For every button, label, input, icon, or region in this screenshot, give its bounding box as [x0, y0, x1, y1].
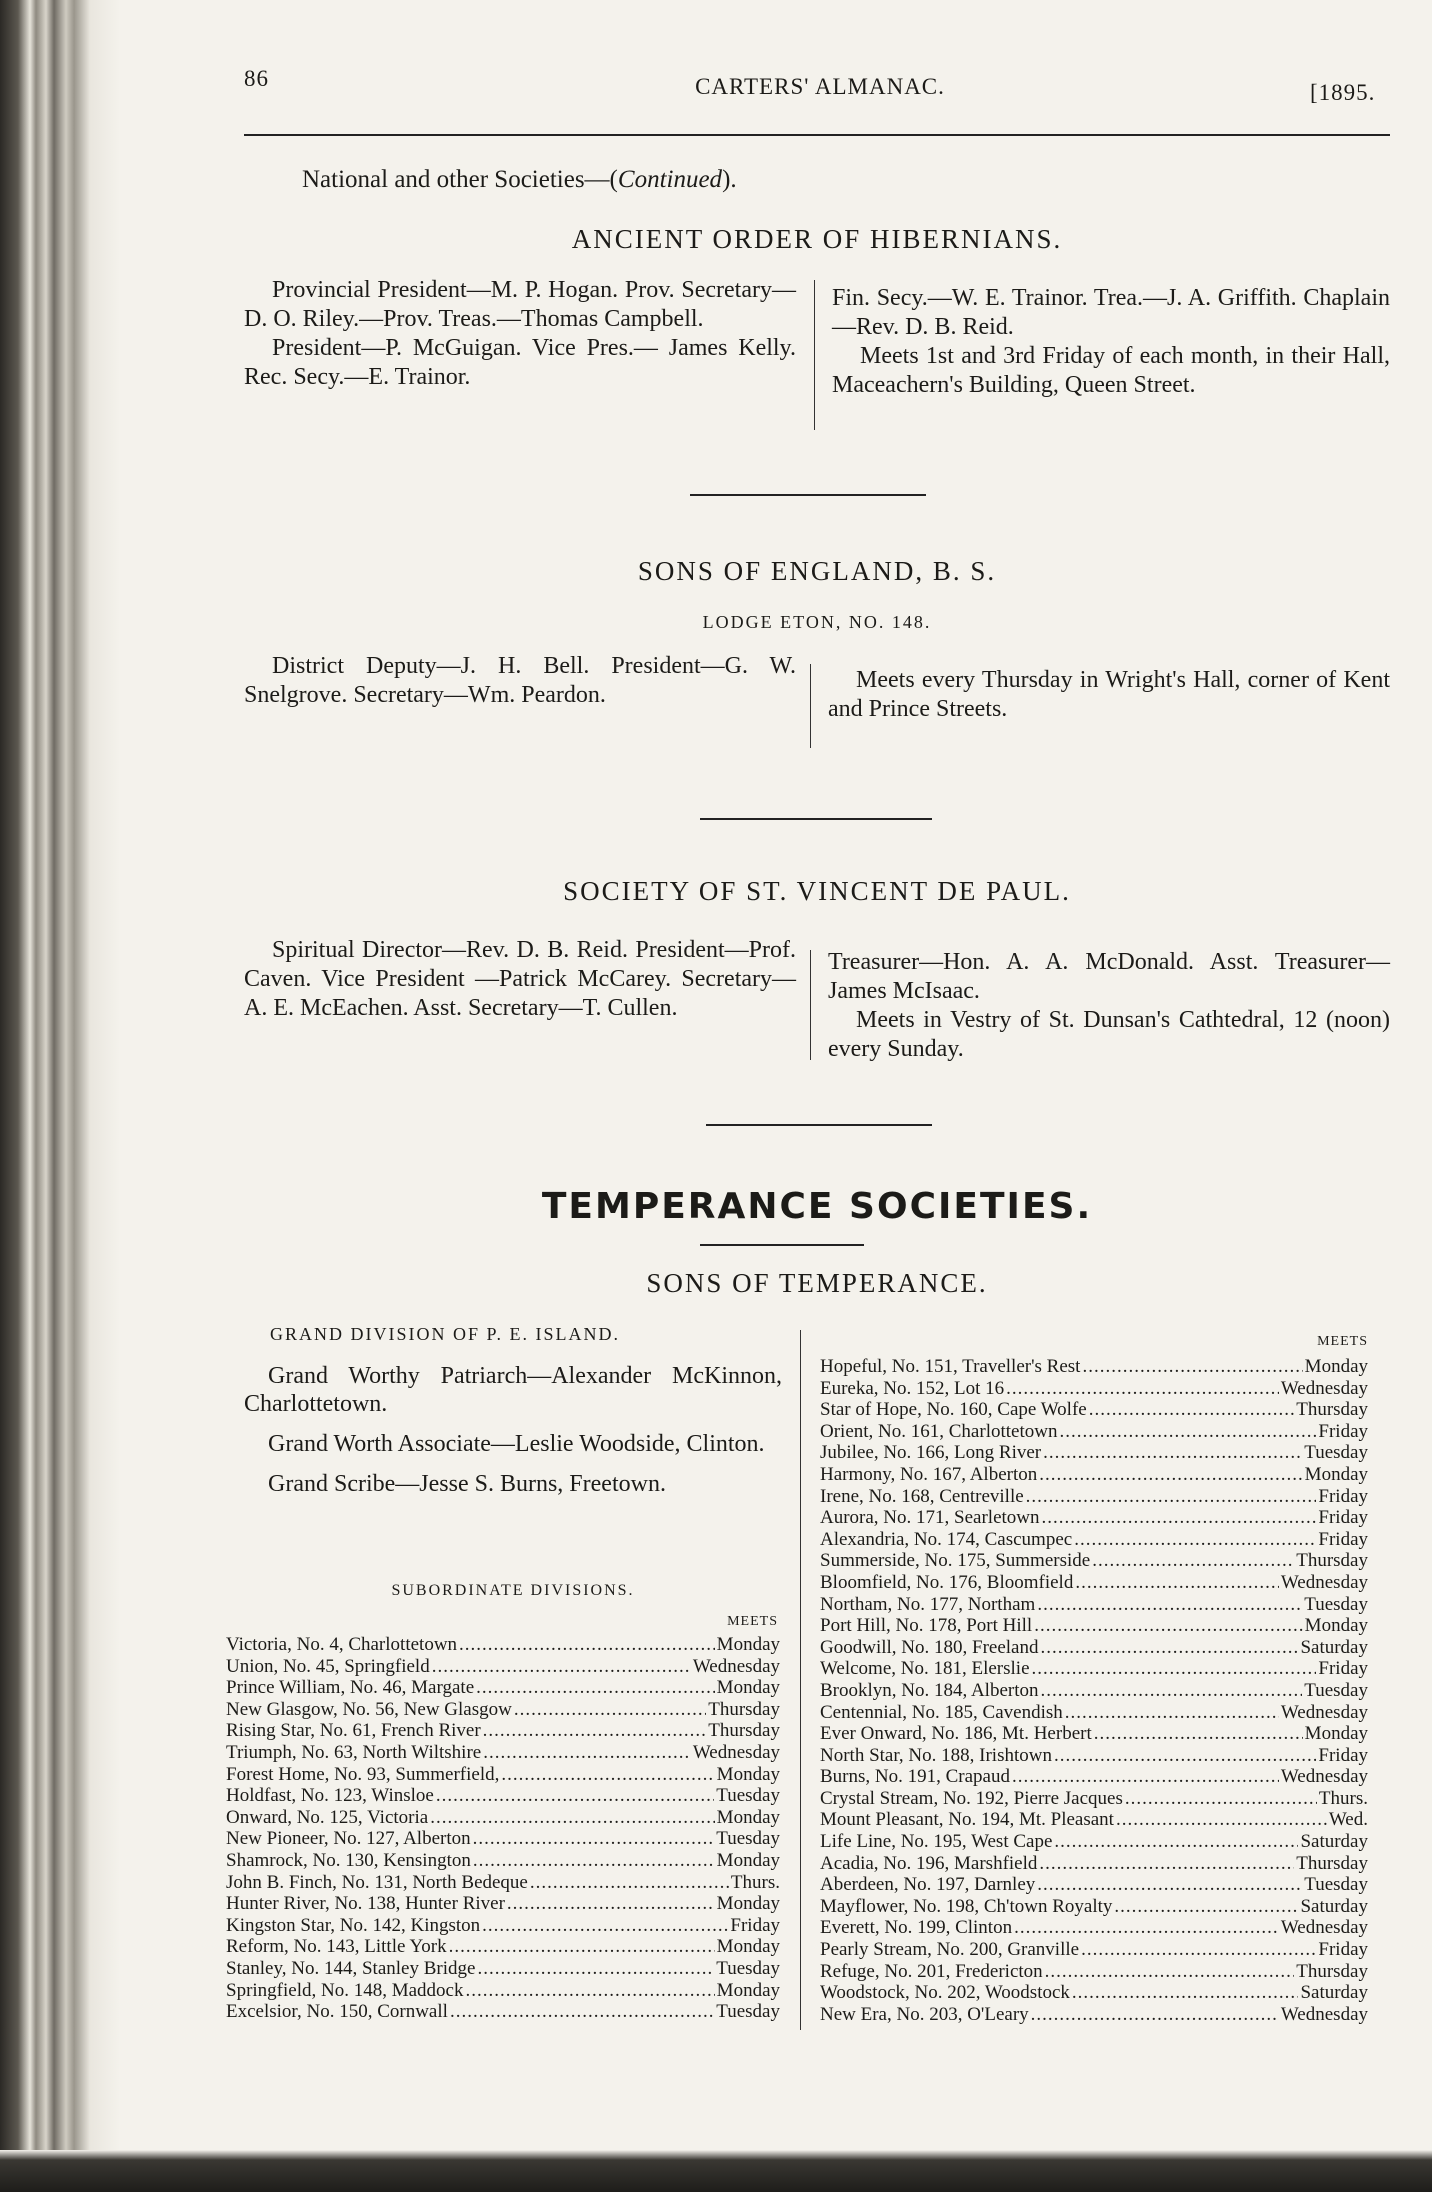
- dot-leader: [449, 1936, 715, 1958]
- list-item: [226, 1850, 780, 1872]
- list-item: [820, 1896, 1368, 1918]
- list-item: [820, 1615, 1368, 1637]
- meeting-day: Friday: [730, 1914, 780, 1936]
- running-year: [1895.: [1310, 80, 1376, 105]
- division-name: Crystal Stream, No. 192, Pierre Jacques: [820, 1787, 1123, 1809]
- division-name: Star of Hope, No. 160, Cape Wolfe: [820, 1399, 1087, 1421]
- dot-leader: [1094, 1723, 1303, 1745]
- list-item: [820, 1745, 1368, 1767]
- meeting-day: Wednesday: [1280, 1917, 1368, 1939]
- grand-division-heading: GRAND DIVISION OF P. E. ISLAND.: [270, 1324, 621, 1344]
- list-item: [226, 1980, 780, 2002]
- subordinate-divisions-heading: SUBORDINATE DIVISIONS.: [391, 1582, 635, 1599]
- division-name: Eureka, No. 152, Lot 16: [820, 1377, 1005, 1399]
- dot-leader: [473, 1828, 715, 1850]
- hibernians-right-column: [832, 284, 1390, 400]
- title-underline: [700, 1244, 864, 1246]
- list-item: [820, 1788, 1368, 1810]
- meeting-day: Saturday: [1300, 1982, 1368, 2004]
- meeting-day: Monday: [716, 1763, 780, 1785]
- division-name: Alexandria, No. 174, Cascumpec: [820, 1528, 1073, 1550]
- division-name: New Pioneer, No. 127, Alberton: [226, 1828, 471, 1850]
- division-name: Brooklyn, No. 184, Alberton: [820, 1679, 1039, 1701]
- division-name: Orient, No. 161, Charlottetown: [820, 1420, 1058, 1442]
- list-item: [820, 1421, 1368, 1443]
- meeting-day: Wednesday: [1280, 1701, 1368, 1723]
- list-item: [226, 2001, 780, 2023]
- list-item: [820, 2004, 1368, 2026]
- meeting-day: Monday: [1304, 1615, 1368, 1637]
- sons-of-england-right-para: Meets every Thursday in Wright's Hall, corner of Kent and Prince Streets.: [828, 667, 1390, 722]
- dot-leader: [1041, 1680, 1303, 1702]
- dot-leader: [1072, 1982, 1299, 2004]
- division-name: Aurora, No. 171, Searletown: [820, 1507, 1040, 1529]
- division-name: Harmony, No. 167, Alberton: [820, 1463, 1038, 1485]
- dot-leader: [530, 1872, 729, 1894]
- meeting-day: Wednesday: [1280, 1766, 1368, 1788]
- division-name: Ever Onward, No. 186, Mt. Herbert: [820, 1723, 1092, 1745]
- column-divider: [800, 1330, 801, 2030]
- meeting-day: Friday: [1318, 1744, 1368, 1766]
- dot-leader: [476, 1677, 715, 1699]
- division-name: Triumph, No. 63, North Wiltshire: [226, 1741, 482, 1763]
- meets-label-left: MEETS: [727, 1614, 778, 1629]
- running-title: CARTERS' ALMANAC.: [695, 74, 945, 99]
- dot-leader: [1054, 1745, 1316, 1767]
- hibernians-left-para-2: President—P. McGuigan. Vice Pres.— James Kelly. Rec. Secy.—E. Trainor.: [244, 335, 796, 390]
- division-name: Forest Home, No. 93, Summerfield,: [226, 1763, 500, 1785]
- dot-leader: [432, 1656, 691, 1678]
- meeting-day: Friday: [1318, 1939, 1368, 1961]
- meeting-day: Monday: [716, 1677, 780, 1699]
- dot-leader: [430, 1807, 714, 1829]
- division-name: Hopeful, No. 151, Traveller's Rest: [820, 1356, 1081, 1377]
- dot-leader: [1059, 1421, 1316, 1443]
- dot-leader: [1039, 1853, 1294, 1875]
- dot-leader: [1043, 1442, 1302, 1464]
- hibernians-left-column: [244, 276, 796, 392]
- dot-leader: [450, 2001, 714, 2023]
- division-name: Stanley, No. 144, Stanley Bridge: [226, 1957, 476, 1979]
- division-name: Onward, No. 125, Victoria: [226, 1806, 429, 1828]
- hibernians-right-para-1: Fin. Secy.—W. E. Trainor. Trea.—J. A. Griffith. Chaplain—Rev. D. B. Reid.: [832, 285, 1390, 340]
- list-item: [820, 1550, 1368, 1572]
- division-name: Goodwill, No. 180, Freeland: [820, 1636, 1039, 1658]
- meeting-day: Wed.: [1328, 1809, 1368, 1831]
- st-vincent-right-column: [828, 948, 1390, 1064]
- list-item: [820, 1809, 1368, 1831]
- list-item: [820, 1572, 1368, 1594]
- list-item: [226, 1958, 780, 1980]
- division-name: Bloomfield, No. 176, Bloomfield: [820, 1571, 1074, 1593]
- sons-of-england-left-para: District Deputy—J. H. Bell. President—G. W. Snelgrove. Secretary—Wm. Peardon.: [244, 653, 796, 708]
- meeting-day: Friday: [1318, 1485, 1368, 1507]
- division-name: Reform, No. 143, Little York: [226, 1936, 447, 1958]
- meeting-day: Tuesday: [1304, 1593, 1368, 1615]
- meeting-day: Monday: [716, 1634, 780, 1655]
- dot-leader: [1089, 1399, 1295, 1421]
- meeting-day: Thursday: [1296, 1852, 1368, 1874]
- division-name: Irene, No. 168, Centreville: [820, 1485, 1024, 1507]
- division-name: Northam, No. 177, Northam: [820, 1593, 1036, 1615]
- dot-leader: [1026, 1486, 1317, 1508]
- division-name: Shamrock, No. 130, Kensington: [226, 1849, 471, 1871]
- book-binding-edge: [0, 0, 120, 2192]
- section-separator: [700, 818, 932, 820]
- division-name: Springfield, No. 148, Maddock: [226, 1979, 464, 2001]
- dot-leader: [1114, 1896, 1298, 1918]
- dot-leader: [1037, 1874, 1302, 1896]
- list-item: [226, 1872, 780, 1894]
- meeting-day: Thursday: [708, 1720, 780, 1742]
- meeting-day: Saturday: [1300, 1895, 1368, 1917]
- meeting-day: Tuesday: [1304, 1442, 1368, 1464]
- list-item: [820, 1399, 1368, 1421]
- meeting-day: Monday: [716, 1936, 780, 1958]
- dot-leader: [465, 1980, 714, 2002]
- dot-leader: [1074, 1529, 1316, 1551]
- dot-leader: [501, 1764, 714, 1786]
- list-item: [226, 1785, 780, 1807]
- meeting-day: Saturday: [1300, 1636, 1368, 1658]
- division-name: Hunter River, No. 138, Hunter River: [226, 1893, 505, 1915]
- list-item: [820, 1680, 1368, 1702]
- division-name: Life Line, No. 195, West Cape: [820, 1831, 1053, 1853]
- dot-leader: [1037, 1594, 1302, 1616]
- st-vincent-left-column: [244, 936, 796, 1023]
- division-name: Centennial, No. 185, Cavendish: [820, 1701, 1063, 1723]
- dot-leader: [507, 1893, 715, 1915]
- list-item: [820, 1637, 1368, 1659]
- list-item: [820, 1464, 1368, 1486]
- section-intro: [302, 166, 737, 194]
- hibernians-left-para-1: Provincial President—M. P. Hogan. Prov. Secretary—D. O. Riley.—Prov. Treas.—Thomas Campbell.: [244, 277, 796, 332]
- dot-leader: [1082, 1356, 1302, 1378]
- lodge-eton-subheading: LODGE ETON, NO. 148.: [702, 612, 932, 632]
- column-divider: [810, 950, 811, 1060]
- meeting-day: Thurs.: [730, 1871, 780, 1893]
- meeting-day: Thursday: [1296, 1960, 1368, 1982]
- dot-leader: [459, 1634, 715, 1656]
- list-item: [820, 1442, 1368, 1464]
- meeting-day: Monday: [716, 1979, 780, 2001]
- left-divisions-list: [226, 1634, 780, 2023]
- division-name: Refuge, No. 201, Fredericton: [820, 1960, 1043, 1982]
- dot-leader: [1065, 1702, 1279, 1724]
- meeting-day: Tuesday: [716, 2001, 780, 2023]
- list-item: [820, 1378, 1368, 1400]
- meeting-day: Wednesday: [1280, 1571, 1368, 1593]
- dot-leader: [1045, 1961, 1295, 1983]
- list-item: [820, 1874, 1368, 1896]
- meeting-day: Thursday: [1296, 1550, 1368, 1572]
- list-item: [820, 1594, 1368, 1616]
- division-name: Excelsior, No. 150, Cornwall: [226, 2001, 448, 2023]
- list-item: [820, 1917, 1368, 1939]
- division-name: Woodstock, No. 202, Woodstock: [820, 1982, 1070, 2004]
- meeting-day: Tuesday: [716, 1828, 780, 1850]
- section-separator: [690, 494, 926, 496]
- dot-leader: [1039, 1464, 1302, 1486]
- meeting-day: Monday: [1304, 1356, 1368, 1377]
- division-name: North Star, No. 188, Irishtown: [820, 1744, 1052, 1766]
- division-name: Prince William, No. 46, Margate: [226, 1677, 475, 1699]
- meeting-day: Tuesday: [716, 1785, 780, 1807]
- meeting-day: Wednesday: [1280, 2003, 1368, 2025]
- division-name: Welcome, No. 181, Elerslie: [820, 1658, 1030, 1680]
- meeting-day: Monday: [716, 1806, 780, 1828]
- hibernians-heading: ANCIENT ORDER OF HIBERNIANS.: [571, 224, 1063, 254]
- header-rule: [244, 134, 1390, 136]
- division-name: New Glasgow, No. 56, New Glasgow: [226, 1698, 512, 1720]
- dot-leader: [1006, 1378, 1279, 1400]
- list-item: [820, 1486, 1368, 1508]
- list-item: [820, 1853, 1368, 1875]
- meeting-day: Saturday: [1300, 1831, 1368, 1853]
- division-name: Jubilee, No. 166, Long River: [820, 1442, 1042, 1464]
- list-item: [226, 1764, 780, 1786]
- sons-of-england-left-column: [244, 652, 796, 710]
- dot-leader: [1034, 1615, 1302, 1637]
- meeting-day: Monday: [1304, 1723, 1368, 1745]
- division-name: John B. Finch, No. 131, North Bedeque: [226, 1871, 528, 1893]
- division-name: Holdfast, No. 123, Winsloe: [226, 1785, 434, 1807]
- sons-of-england-right-column: [828, 666, 1390, 724]
- meeting-day: Tuesday: [716, 1957, 780, 1979]
- meeting-day: Friday: [1318, 1420, 1368, 1442]
- division-name: Summerside, No. 175, Summerside: [820, 1550, 1091, 1572]
- list-item: [820, 1723, 1368, 1745]
- list-item: [820, 1356, 1368, 1378]
- division-name: Aberdeen, No. 197, Darnley: [820, 1874, 1036, 1896]
- list-item: [226, 1699, 780, 1721]
- list-item: [820, 1831, 1368, 1853]
- dot-leader: [436, 1785, 714, 1807]
- dot-leader: [1031, 2004, 1279, 2026]
- division-name: Victoria, No. 4, Charlottetown: [226, 1634, 458, 1655]
- st-vincent-right-para-2: Meets in Vestry of St. Dunsan's Cathtedral, 12 (noon) every Sunday.: [828, 1007, 1390, 1062]
- dot-leader: [1116, 1809, 1327, 1831]
- list-item: [226, 1915, 780, 1937]
- meeting-day: Tuesday: [1304, 1679, 1368, 1701]
- st-vincent-heading: SOCIETY OF ST. VINCENT DE PAUL.: [563, 876, 1071, 906]
- intro-italic: Continued: [617, 166, 723, 193]
- dot-leader: [1042, 1507, 1317, 1529]
- list-item: [226, 1720, 780, 1742]
- grand-worthy-patriarch: Grand Worthy Patriarch—Alexander McKinnon, Charlottetown.: [244, 1363, 782, 1417]
- division-name: Pearly Stream, No. 200, Granville: [820, 1939, 1080, 1961]
- intro-end: ).: [722, 166, 737, 193]
- division-name: Kingston Star, No. 142, Kingston: [226, 1914, 481, 1936]
- list-item: [820, 1507, 1368, 1529]
- meeting-day: Friday: [1318, 1528, 1368, 1550]
- list-item: [820, 1766, 1368, 1788]
- dot-leader: [1012, 1766, 1279, 1788]
- dot-leader: [473, 1850, 715, 1872]
- meeting-day: Monday: [716, 1849, 780, 1871]
- meeting-day: Wednesday: [1280, 1377, 1368, 1399]
- list-item: [226, 1656, 780, 1678]
- meeting-day: Wednesday: [692, 1655, 780, 1677]
- division-name: Union, No. 45, Springfield: [226, 1655, 430, 1677]
- grand-officers: [244, 1362, 782, 1498]
- list-item: [226, 1677, 780, 1699]
- dot-leader: [483, 1720, 707, 1742]
- list-item: [226, 1828, 780, 1850]
- list-item: [820, 1702, 1368, 1724]
- dot-leader: [477, 1958, 714, 1980]
- grand-worth-associate: Grand Worth Associate—Leslie Woodside, Clinton.: [268, 1431, 765, 1457]
- dot-leader: [483, 1742, 691, 1764]
- list-item: [226, 1893, 780, 1915]
- sons-of-temperance-heading: SONS OF TEMPERANCE.: [646, 1268, 988, 1298]
- hibernians-right-para-2: Meets 1st and 3rd Friday of each month, in their Hall, Maceachern's Building, Queen Street.: [832, 343, 1390, 398]
- dot-leader: [482, 1915, 728, 1937]
- meeting-day: Thurs.: [1318, 1787, 1368, 1809]
- list-item: [820, 1982, 1368, 2004]
- meeting-day: Wednesday: [692, 1741, 780, 1763]
- list-item: [820, 1529, 1368, 1551]
- division-name: Everett, No. 199, Clinton: [820, 1917, 1013, 1939]
- division-name: Burns, No. 191, Crapaud: [820, 1766, 1010, 1788]
- column-divider: [810, 664, 811, 748]
- meeting-day: Thursday: [1296, 1399, 1368, 1421]
- grand-scribe: Grand Scribe—Jesse S. Burns, Freetown.: [268, 1471, 666, 1497]
- meeting-day: Tuesday: [1304, 1874, 1368, 1896]
- page-number: 86: [244, 66, 269, 91]
- st-vincent-left-para: Spiritual Director—Rev. D. B. Reid. President—Prof. Caven. Vice President —Patrick McCarey. Secretary—A. E. McEachen. Asst. Secretary—T. Cullen.: [244, 937, 796, 1021]
- dot-leader: [514, 1699, 706, 1721]
- list-item: [820, 1939, 1368, 1961]
- list-item: [820, 1658, 1368, 1680]
- list-item: [226, 1634, 780, 1656]
- right-divisions-list: [820, 1356, 1368, 2025]
- page-bottom-shadow: [0, 2150, 1432, 2192]
- list-item: [820, 1961, 1368, 1983]
- division-name: Mount Pleasant, No. 194, Mt. Pleasant: [820, 1809, 1114, 1831]
- dot-leader: [1092, 1550, 1294, 1572]
- dot-leader: [1125, 1788, 1317, 1810]
- list-item: [226, 1936, 780, 1958]
- division-name: Mayflower, No. 198, Ch'town Royalty: [820, 1895, 1113, 1917]
- intro-text: National and other Societies—(: [302, 166, 618, 193]
- list-item: [226, 1807, 780, 1829]
- column-divider: [814, 280, 815, 430]
- division-name: Rising Star, No. 61, French River: [226, 1720, 481, 1742]
- dot-leader: [1054, 1831, 1298, 1853]
- dot-leader: [1081, 1939, 1316, 1961]
- section-separator: [706, 1124, 932, 1126]
- list-item: [226, 1742, 780, 1764]
- division-name: Port Hill, No. 178, Port Hill: [820, 1615, 1033, 1637]
- division-name: Acadia, No. 196, Marshfield: [820, 1852, 1038, 1874]
- meeting-day: Monday: [1304, 1463, 1368, 1485]
- meeting-day: Thursday: [708, 1698, 780, 1720]
- division-name: New Era, No. 203, O'Leary: [820, 2003, 1029, 2025]
- dot-leader: [1014, 1917, 1279, 1939]
- meeting-day: Friday: [1318, 1507, 1368, 1529]
- dot-leader: [1032, 1658, 1317, 1680]
- meeting-day: Monday: [716, 1893, 780, 1915]
- sons-of-england-heading: SONS OF ENGLAND, B. S.: [637, 556, 997, 586]
- st-vincent-right-para-1: Treasurer—Hon. A. A. McDonald. Asst. Treasurer—James McIsaac.: [828, 949, 1390, 1004]
- temperance-title: TEMPERANCE SOCIETIES.: [541, 1186, 1093, 1227]
- meets-label-right: MEETS: [1317, 1334, 1368, 1349]
- dot-leader: [1040, 1637, 1298, 1659]
- meeting-day: Friday: [1318, 1658, 1368, 1680]
- dot-leader: [1075, 1572, 1279, 1594]
